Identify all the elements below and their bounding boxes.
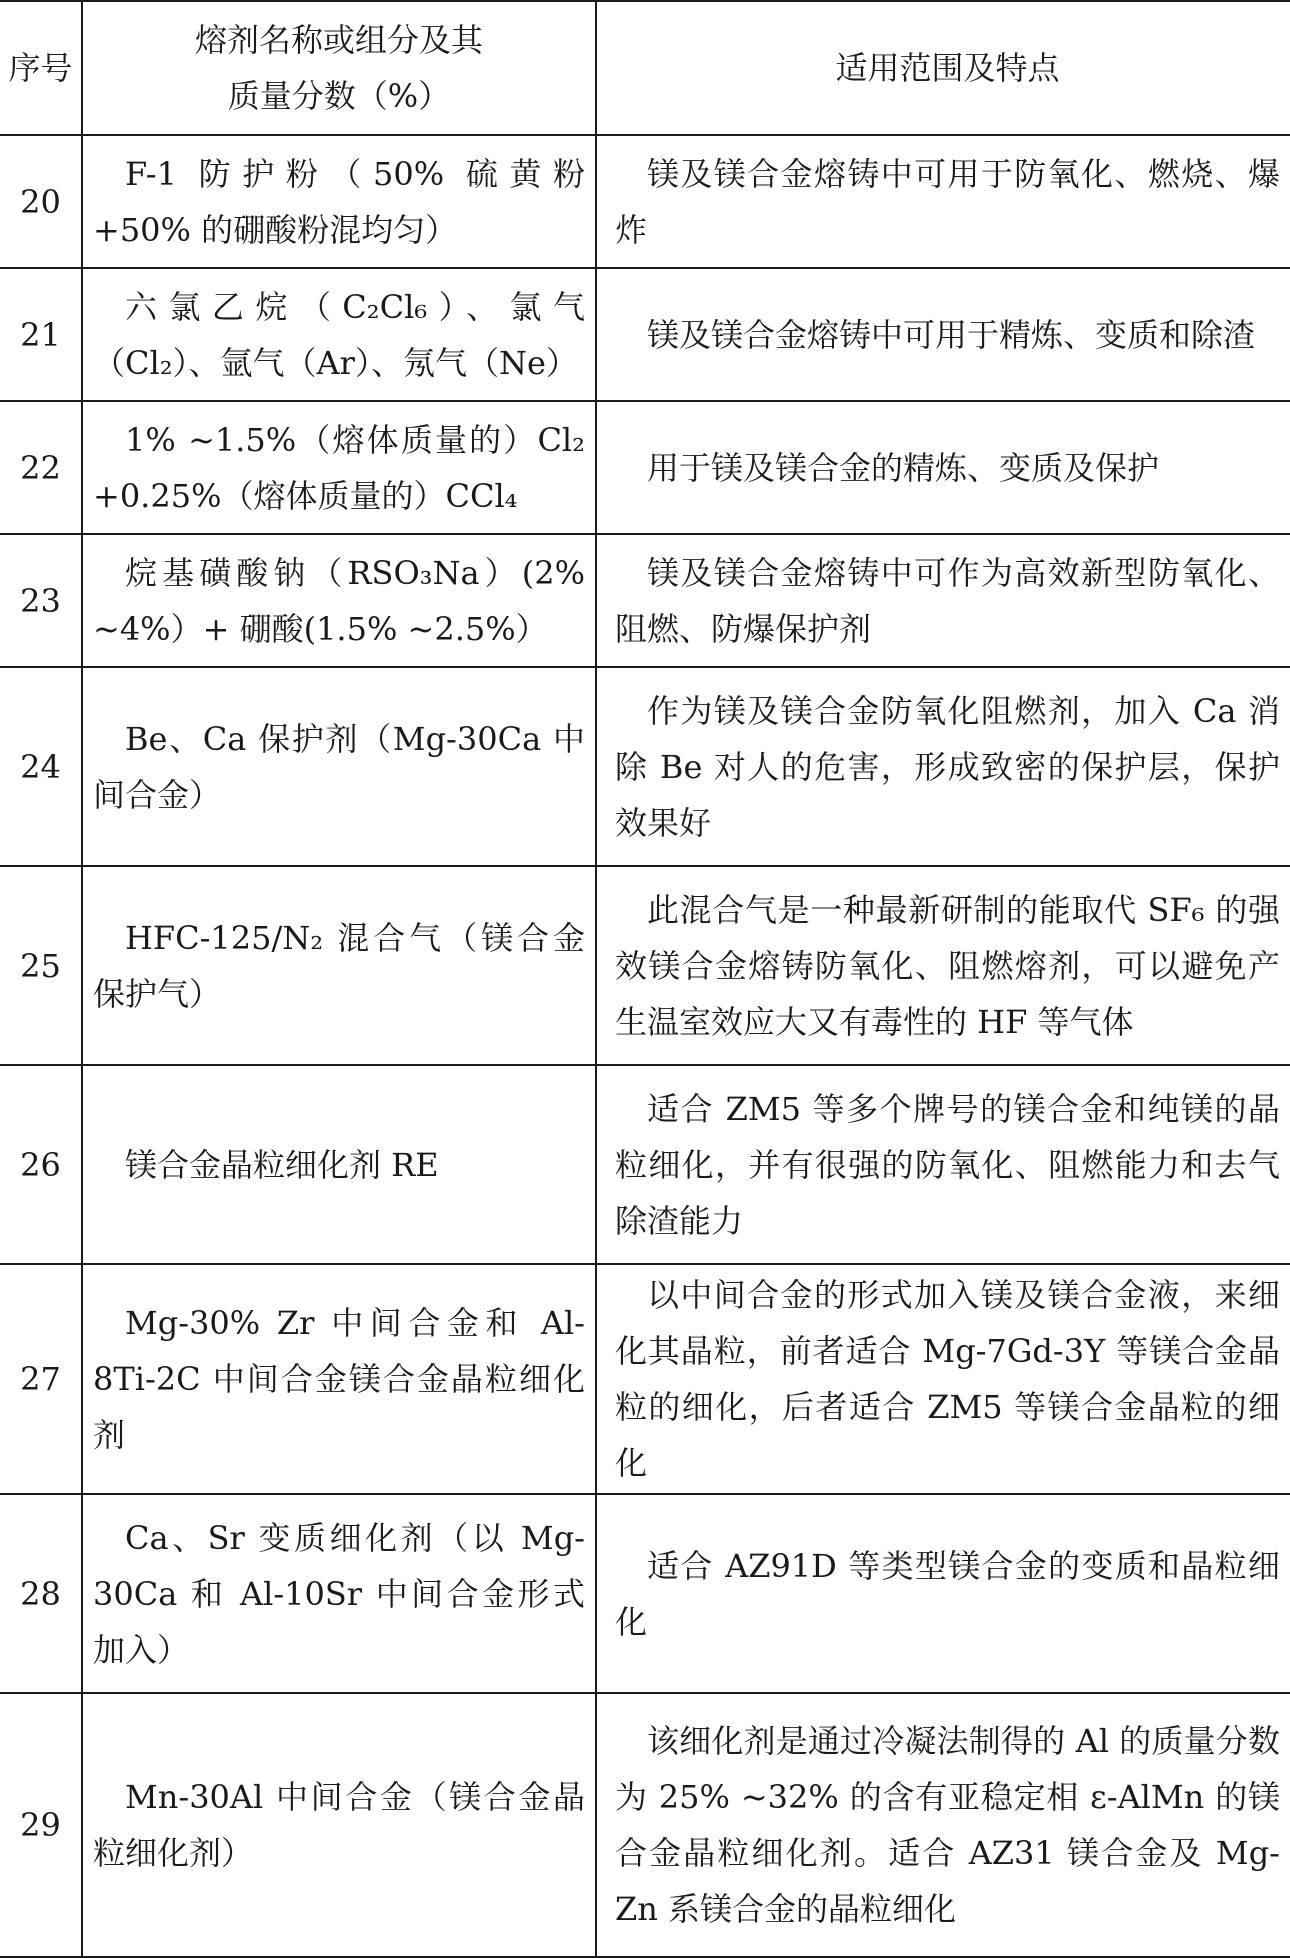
row-use: 镁及镁合金熔铸中可用于防氧化、燃烧、爆炸 xyxy=(596,135,1290,268)
row-use: 适合 ZM5 等多个牌号的镁合金和纯镁的晶粒细化，并有很强的防氧化、阻燃能力和去气除渣能力 xyxy=(596,1065,1290,1264)
row-no: 23 xyxy=(0,534,82,667)
table-row xyxy=(0,268,1290,401)
row-use: 适合 AZ91D 等类型镁合金的变质和晶粒细化 xyxy=(596,1494,1290,1693)
row-flux: Be、Ca 保护剂（Mg-30Ca 中间合金） xyxy=(82,667,596,866)
table-row xyxy=(0,135,1290,268)
row-use: 以中间合金的形式加入镁及镁合金液，来细化其晶粒，前者适合 Mg-7Gd-3Y 等镁合金晶粒的细化，后者适合 ZM5 等镁合金晶粒的细化 xyxy=(596,1264,1290,1494)
row-use: 该细化剂是通过冷凝法制得的 Al 的质量分数为 25% ~32% 的含有亚稳定相 ε-AlMn 的镁合金晶粒细化剂。适合 AZ31 镁合金及 Mg-Zn 系镁合金的晶粒细化 xyxy=(596,1693,1290,1957)
row-no: 28 xyxy=(0,1494,82,1693)
header-no: 序号 xyxy=(0,1,82,135)
row-flux: Ca、Sr 变质细化剂（以 Mg-30Ca 和 Al-10Sr 中间合金形式加入） xyxy=(82,1494,596,1693)
header-flux xyxy=(82,1,596,135)
header-flux-line1: 熔剂名称或组分及其 xyxy=(194,21,483,59)
row-no: 24 xyxy=(0,667,82,866)
table-row xyxy=(0,667,1290,866)
row-use: 作为镁及镁合金防氧化阻燃剂，加入 Ca 消除 Be 对人的危害，形成致密的保护层，保护效果好 xyxy=(596,667,1290,866)
row-flux: HFC-125/N₂ 混合气（镁合金保护气） xyxy=(82,866,596,1065)
row-no: 21 xyxy=(0,268,82,401)
table-row xyxy=(0,866,1290,1065)
row-no: 26 xyxy=(0,1065,82,1264)
header-flux-line2: 质量分数（%） xyxy=(227,77,451,115)
row-use: 镁及镁合金熔铸中可用于精炼、变质和除渣 xyxy=(596,268,1290,401)
row-no: 27 xyxy=(0,1264,82,1494)
table-row xyxy=(0,1264,1290,1494)
row-no: 25 xyxy=(0,866,82,1065)
row-use: 用于镁及镁合金的精炼、变质及保护 xyxy=(596,401,1290,534)
header-use: 适用范围及特点 xyxy=(596,1,1290,135)
row-no: 29 xyxy=(0,1693,82,1957)
row-no: 20 xyxy=(0,135,82,268)
table-row xyxy=(0,1065,1290,1264)
row-flux: 1% ~1.5%（熔体质量的）Cl₂ +0.25%（熔体质量的）CCl₄ xyxy=(82,401,596,534)
row-flux: F-1 防护粉（50% 硫黄粉 +50% 的硼酸粉混均匀） xyxy=(82,135,596,268)
table-row xyxy=(0,1494,1290,1693)
row-no: 22 xyxy=(0,401,82,534)
row-flux: 烷基磺酸钠（RSO₃Na）(2% ~4%）+ 硼酸(1.5% ~2.5%） xyxy=(82,534,596,667)
row-use: 镁及镁合金熔铸中可作为高效新型防氧化、阻燃、防爆保护剂 xyxy=(596,534,1290,667)
row-flux: Mg-30% Zr 中间合金和 Al-8Ti-2C 中间合金镁合金晶粒细化剂 xyxy=(82,1264,596,1494)
table-row xyxy=(0,401,1290,534)
header-row xyxy=(0,1,1290,135)
table-row xyxy=(0,1693,1290,1957)
row-flux: 六氯乙烷（C₂Cl₆）、氯气（Cl₂）、氩气（Ar）、氖气（Ne） xyxy=(82,268,596,401)
row-use: 此混合气是一种最新研制的能取代 SF₆ 的强效镁合金熔铸防氧化、阻燃熔剂，可以避免产生温室效应大又有毒性的 HF 等气体 xyxy=(596,866,1290,1065)
row-flux: Mn-30Al 中间合金（镁合金晶粒细化剂） xyxy=(82,1693,596,1957)
row-flux: 镁合金晶粒细化剂 RE xyxy=(82,1065,596,1264)
table-row xyxy=(0,534,1290,667)
